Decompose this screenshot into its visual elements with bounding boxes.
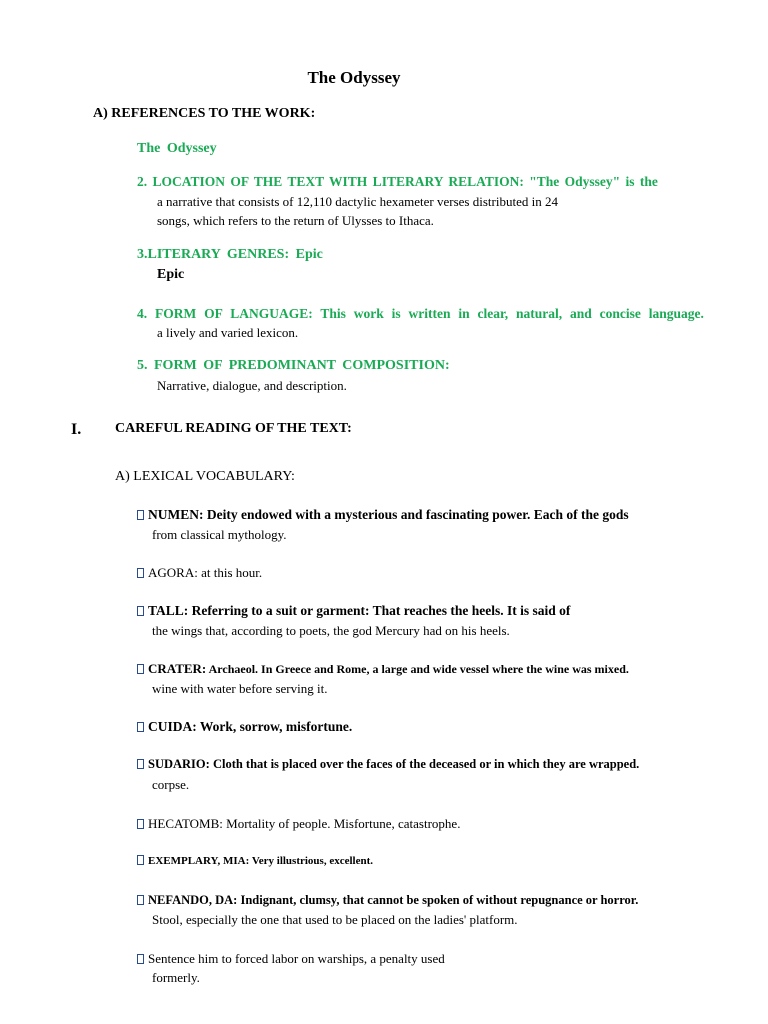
vocab-continuation: formerly. bbox=[152, 970, 200, 985]
vocab-term: EXEMPLARY, MIA: bbox=[148, 855, 250, 867]
vocab-item-tall bbox=[137, 603, 570, 619]
vocab-item-numen bbox=[137, 507, 629, 523]
bullet-box-icon bbox=[137, 855, 144, 865]
bullet-box-icon bbox=[137, 510, 144, 520]
bullet-box-icon bbox=[137, 664, 144, 674]
language-label: 4. FORM OF LANGUAGE: This work is written in clear, natural, and concise language. bbox=[137, 306, 704, 321]
vocab-term: SUDARIO: bbox=[148, 757, 210, 771]
vocab-definition: Referring to a suit or garment: That reaches the heels. It is said of bbox=[188, 603, 571, 618]
composition-label: 5. FORM OF PREDOMINANT COMPOSITION: bbox=[137, 358, 450, 373]
sub-heading bbox=[115, 469, 295, 485]
vocab-definition: Archaeol. In Greece and Rome, a large and wide vessel where the wine was mixed. bbox=[206, 662, 629, 676]
vocab-item-sentence bbox=[137, 951, 445, 967]
vocab-continuation: the wings that, according to poets, the god Mercury had on his heels. bbox=[152, 623, 510, 638]
bullet-box-icon bbox=[137, 954, 144, 964]
vocab-continuation: from classical mythology. bbox=[152, 527, 287, 542]
page-title: The Odyssey bbox=[307, 68, 401, 87]
vocab-continuation: corpse. bbox=[152, 777, 190, 792]
section-heading: CAREFUL READING OF THE TEXT: bbox=[115, 421, 352, 436]
genres-value: Epic bbox=[157, 267, 185, 282]
genres-label: 3.LITERARY GENRES: Epic bbox=[137, 247, 323, 262]
location-line-2: songs, which refers to the return of Ulysses to Ithaca. bbox=[157, 213, 434, 228]
work-title: The Odyssey bbox=[137, 141, 217, 156]
vocab-definition: Sentence him to forced labor on warships, a penalty used bbox=[148, 951, 445, 966]
bullet-box-icon bbox=[137, 722, 144, 732]
vocab-definition: at this hour. bbox=[197, 565, 263, 580]
section-numeral: I. bbox=[71, 421, 82, 438]
references-heading: A) REFERENCES TO THE WORK: bbox=[93, 106, 316, 121]
vocab-term: CUIDA: bbox=[148, 719, 197, 734]
vocab-item-hecatomb bbox=[137, 816, 460, 832]
vocab-item-crater bbox=[137, 661, 629, 677]
composition-line-1: Narrative, dialogue, and description. bbox=[157, 378, 347, 393]
vocab-item-agora bbox=[137, 565, 262, 581]
vocab-item-exemplary bbox=[137, 855, 373, 867]
vocab-item-cuida bbox=[137, 719, 352, 735]
vocab-definition: Very illustrious, excellent. bbox=[249, 855, 374, 867]
vocab-term: TALL: bbox=[148, 603, 189, 618]
vocab-term: NUMEN: bbox=[148, 507, 204, 522]
location-label: 2. LOCATION OF THE TEXT WITH LITERARY RELATION: "The Odyssey" is the bbox=[137, 174, 658, 189]
location-line-1: a narrative that consists of 12,110 dactylic hexameter verses distributed in 24 bbox=[157, 194, 558, 209]
vocab-definition: Indignant, clumsy, that cannot be spoken of without repugnance or horror. bbox=[237, 893, 639, 907]
vocab-term: CRATER: bbox=[148, 661, 207, 676]
vocab-item-sudario bbox=[137, 757, 639, 772]
vocab-definition: Work, sorrow, misfortune. bbox=[196, 719, 353, 734]
sub-heading-text: A) LEXICAL VOCABULARY: bbox=[115, 469, 295, 484]
vocab-item-nefando bbox=[137, 893, 638, 908]
vocab-definition: Deity endowed with a mysterious and fascinating power. Each of the gods bbox=[203, 507, 629, 522]
bullet-box-icon bbox=[137, 759, 144, 769]
vocab-term: NEFANDO, DA: bbox=[148, 893, 238, 907]
language-line-1: a lively and varied lexicon. bbox=[157, 325, 299, 340]
bullet-box-icon bbox=[137, 895, 144, 905]
bullet-box-icon bbox=[137, 819, 144, 829]
bullet-box-icon bbox=[137, 568, 144, 578]
vocab-continuation: Stool, especially the one that used to be placed on the ladies' platform. bbox=[152, 912, 518, 927]
bullet-box-icon bbox=[137, 606, 144, 616]
vocab-definition: Cloth that is placed over the faces of the deceased or in which they are wrapped. bbox=[209, 757, 640, 771]
vocab-term: AGORA: bbox=[148, 565, 198, 580]
vocab-definition: Mortality of people. Misfortune, catastrophe. bbox=[222, 816, 461, 831]
vocab-continuation: wine with water before serving it. bbox=[152, 681, 328, 696]
vocab-term: HECATOMB: bbox=[148, 816, 223, 831]
